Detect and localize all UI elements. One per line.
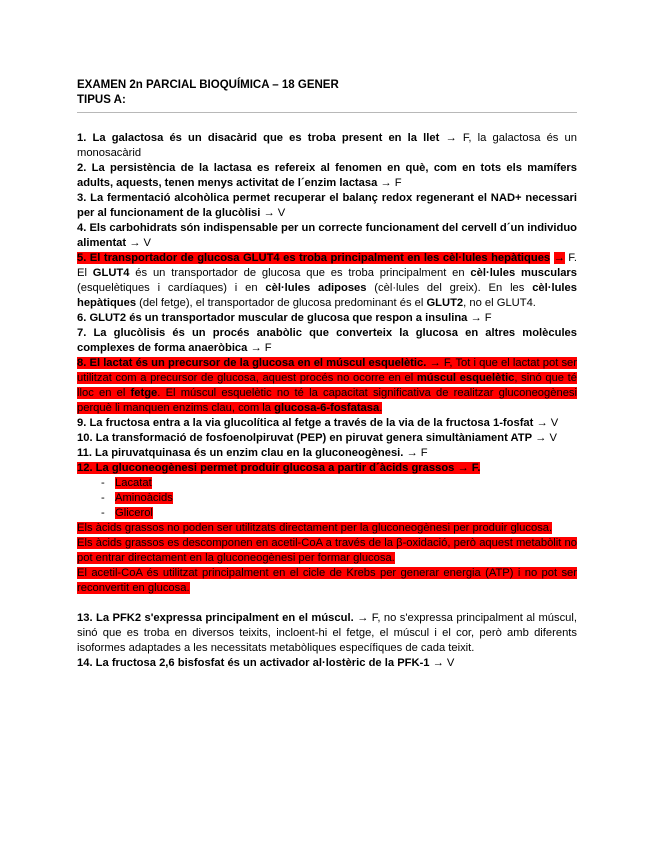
answer-bold: glucosa-6-fosfatasa	[274, 402, 380, 414]
question-statement: 10. La transformació de fosfoenolpiruvat (PEP) en piruvat genera simultàniament ATP	[77, 432, 533, 444]
answer-bold: GLUT4	[92, 267, 130, 279]
answer-arrow: →	[553, 252, 565, 264]
source-list	[77, 476, 577, 521]
answer-bold: fetge	[130, 387, 158, 399]
question-10	[77, 431, 577, 446]
question-answer: → V	[260, 207, 286, 219]
list-item	[101, 476, 577, 491]
explanation-paragraph: Els àcids grassos es descomponen en acetil-CoA a través de la β-oxidació, però aquest metabòlit no pot entrar directament en la gluconeogènesi per formar glucosa.	[77, 537, 577, 564]
question-answer: → F	[467, 312, 492, 324]
question-statement: 4. Els carbohidrats són indispensable per un correcte funcionament del cervell d´un individuo alimentat	[77, 222, 577, 249]
answer-text: .	[379, 402, 383, 414]
bullet-icon: -	[101, 507, 105, 519]
question-answer: → V	[532, 432, 557, 444]
exam-type: TIPUS A:	[77, 94, 126, 106]
divider	[77, 112, 577, 113]
document-page	[77, 78, 577, 671]
question-answer: → F	[377, 177, 402, 189]
answer-text: (esquelètiques i cardíaques) i en	[77, 282, 266, 294]
list-item-label: Aminoàcids	[115, 492, 173, 504]
question-statement-highlighted: 5. El transportador de glucosa GLUT4 es troba principalment en les cèl·lules hepàtiques	[77, 252, 551, 264]
question-6	[77, 311, 577, 326]
question-answer: → F	[403, 447, 428, 459]
list-item-label: Glicerol	[115, 507, 153, 519]
question-statement: 9. La fructosa entra a la via glucolítica al fetge a través de la via de la fructosa 1-fosfat	[77, 417, 534, 429]
question-11	[77, 446, 577, 461]
answer-bold: cèl·lules musculars	[470, 267, 577, 279]
list-item	[101, 491, 577, 506]
exam-title: EXAMEN 2n PARCIAL BIOQUÍMICA – 18 GENER	[77, 79, 339, 91]
question-7	[77, 326, 577, 356]
question-answer: → F, no s'expressa principalment al múscul, sinó que es troba en diversos teixits, incloent-hi el fetge, el múscul i el cor, però amb diferents isoformes adaptades a les necessitats metabòliques específiques de cada teixit.	[77, 612, 577, 654]
bullet-icon: -	[101, 492, 105, 504]
question-8	[77, 356, 577, 416]
answer-text: (del fetge), el transportador de glucosa predominant és el	[136, 297, 427, 309]
question-13	[77, 611, 577, 656]
question-statement: 13. La PFK2 s'expressa principalment en el múscul.	[77, 612, 354, 624]
explanation-paragraph: Els àcids grassos no poden ser utilitzats directament per la gluconeogènesi per produir glucosa.	[77, 522, 553, 534]
question-statement: 6. GLUT2 és un transportador muscular de glucosa que respon a insulina	[77, 312, 468, 324]
answer-text: → F, Tot i que el lactat pot ser utilitzat com a precursor de glucosa, aquest procés no ocorre en el	[77, 357, 577, 384]
question-9	[77, 416, 577, 431]
answer-bold: GLUT2	[426, 297, 464, 309]
question-statement-highlighted: 8. El lactat és un precursor de la glucosa en el múscul esquelètic.	[77, 357, 427, 369]
bullet-icon: -	[101, 477, 105, 489]
answer-bold: cèl·lules adiposes	[265, 282, 367, 294]
question-statement: 7. La glucòlisis és un procés anabòlic que converteix la glucosa en altres molècules complexes de forma anaeròbica	[77, 327, 577, 354]
answer-text: F. El	[77, 252, 578, 279]
question-statement: 3. La fermentació alcohòlica permet recuperar el balanç redox regenerant el NAD+ necessari per al funcionament de la glucòlisi	[77, 192, 577, 219]
answer-bold: cèl·lules hepàtiques	[77, 282, 577, 309]
answer-text: . El múscul esquelètic no té la capacitat significativa de realitzar gluconeogènesi perquè li manquen enzims clau, com la	[77, 387, 577, 414]
explanation-paragraph: El acetil-CoA és utilitzat principalment en el cicle de Krebs per generar energia (ATP) i no pot ser reconvertit en glucosa.	[77, 567, 577, 594]
question-answer: → V	[533, 417, 559, 429]
answer-text: , sinó que té lloc en el	[77, 372, 577, 399]
question-4	[77, 221, 577, 251]
list-item	[101, 506, 577, 521]
question-statement: 1. La galactosa és un disacàrid que es troba present en la llet	[77, 132, 440, 144]
question-14	[77, 656, 577, 671]
question-statement-highlighted: 12. La gluconeogènesi permet produir glucosa a partir d´àcids grassos → F.	[77, 462, 481, 474]
question-12	[77, 461, 577, 596]
question-5	[77, 251, 577, 311]
question-1	[77, 131, 577, 161]
question-statement: 2. La persistència de la lactasa es refereix al fenomen en què, com en tots els mamífers adults, aquests, tenen menys activitat de l´enzim lactasa	[77, 162, 577, 189]
question-answer: → F, la galactosa és un monosacàrid	[77, 132, 577, 159]
list-item-label: Lacatat	[115, 477, 152, 489]
question-2	[77, 161, 577, 191]
question-3	[77, 191, 577, 221]
question-answer: → F	[247, 342, 272, 354]
answer-text: , no el GLUT4.	[463, 297, 536, 309]
answer-bold: múscul esquelètic	[416, 372, 515, 384]
answer-text: (cèl·lules del greix). En les	[366, 282, 533, 294]
question-statement: 11. La piruvatquinasa és un enzim clau en la gluconeogènesi.	[77, 447, 404, 459]
question-answer: → V	[429, 657, 455, 669]
answer-text: és un transportador de glucosa que es troba principalment en	[129, 267, 471, 279]
question-answer: → V	[126, 237, 151, 249]
question-statement: 14. La fructosa 2,6 bisfosfat és un activador al·lostèric de la PFK-1	[77, 657, 430, 669]
